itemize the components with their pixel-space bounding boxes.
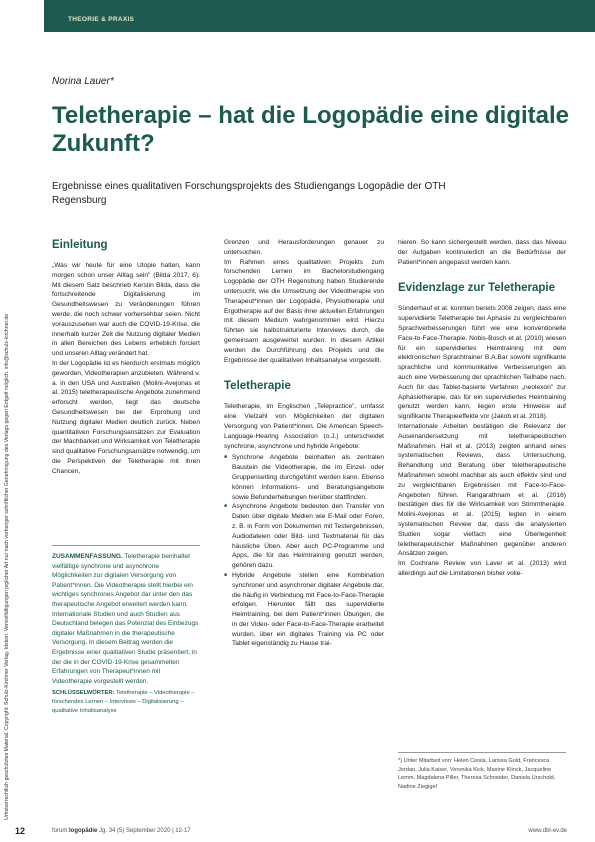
column-3 xyxy=(398,238,566,579)
paragraph: nieren. So kann sichergestellt werden, dass das Niveau der Aufgaben kontinuierlich an die Bedürfnisse der Patient*innen angepasst werden kann. xyxy=(398,239,566,266)
article-title: Teletherapie – hat die Logopädie eine digitale Zukunft? xyxy=(52,102,569,157)
author-name: Norina Lauer* xyxy=(52,76,114,87)
paragraph: Sünderhauf et al. konnten bereits 2008 zeigen, dass eine supervidierte Teletherapie bei Aphasie zu vergleichbaren Sprachverbesserungen führt wie eine konventionelle Face-to-Face-Therapie. Nobis-Bosch et al. (2010) wiesen für ein supervidiertes Heimtraining mit dem elektronischen Sprachtrainer B.A.Bar sowohl signifikante sprachliche und kommunikative Verbesserungen als auch eine Verbesserung der sprachlichen Teilhabe nach. Auch für das Tablet-basierte Verfahren „neolexon" zur Aphasietherapie, das für ein supervidiertes Heimtraining genutzt werden kann, liegen erste Hinweise auf signifikante Therapieeffekte vor (Jakob et al. 2018). xyxy=(398,305,566,421)
footnote: *) Unter Mitarbeit von: Helen Ciesla, Larissa Gold, Francesca Jordan, Julia Kaiser, Veronika Kick, Maxine Klinck, Jacqueline Lemm, Magdalena Piller, Theresa Schneider, Daniela Urschold, Nadine Ziegigel xyxy=(398,752,566,791)
paragraph: Im Rahmen eines qualitativen Projekts zum forschenden Lernen im Bachelorstudiengang Logopädie der OTH Regensburg haben Studierende untersucht, wie die Umsetzung der Videotherapie von Therapeut*innen der Logopädie, Physiotherapie und Ergotherapie auf der Basis ihrer aktuellen Erfahrungen mit diesem Medium wahrgenommen wird. Hierzu führten sie halbstrukturierte Interviews durch, die gemeinsam ausgewertet wurden. In diesem Artikel werden die Durchführung des Projekts und die Ergebnisse der qualitativen Inhaltsanalyse vorgestellt. xyxy=(224,258,384,364)
keywords-label: SCHLÜSSELWÖRTER: xyxy=(52,690,115,697)
paragraph: Internationale Arbeiten bestätigen die Relevanz der Auseinandersetzung mit teletherapeutischen Maßnahmen. Hall et al. (2013) zeigten anhand eines systematischen Reviews, dass Untersuchung, Behandlung und Beratung über teletherapeutische Maßnahmen sowohl machbar als auch effektiv sind und zu vergleichbaren Ergebnissen mit Face-to-Face-Angeboten führen. Rangarathnam et al. (2016) bestätigen dies für die Wirksamkeit von Stimmtherapie. Molini-Avejonas et al. (2015) legten in einem systematischen Review dar, dass die analysierten Studien sogar vielfach eine Überlegenheit teletherapeutischer Maßnahmen gegenüber anderen Ansätzen zeigen. xyxy=(398,422,566,558)
journal-issue: Jg. 34 (5) September 2020 | 12-17 xyxy=(99,828,191,834)
article-subtitle: Ergebnisse eines qualitativen Forschungsprojekts des Studiengangs Logopädie der OTH Regensburg xyxy=(52,181,446,206)
abstract-box xyxy=(52,545,200,716)
journal-name: logopädie xyxy=(69,828,98,834)
abstract-text xyxy=(52,552,200,686)
list-item: ■ Synchrone Angebote beinhalten als zentralen Baustein die Videotherapie, die im Einzel- oder Gruppensetting durchgeführt werden kann. Ebenso können Informations- und Beratungsangebote sowie Befunderhebungen hierüber stattfinden. xyxy=(224,453,384,502)
paragraph: Grenzen und Herausforderungen genauer zu untersuchen. xyxy=(224,239,384,256)
heading-evidenzlage: Evidenzlage zur Teletherapie xyxy=(398,282,556,295)
journal-info xyxy=(52,828,191,834)
abstract-label: ZUSAMMENFASSUNG. xyxy=(52,553,123,560)
paragraph: Im Cochrane Review von Laver et al. (2013) wird allerdings auf die Limitationen bisher volie- xyxy=(398,560,566,577)
bullet-list xyxy=(224,453,384,649)
website-link[interactable]: www.dbl-ev.de xyxy=(528,828,567,834)
paragraph: Teletherapie, im Englischen „Telepractice", umfasst eine Vielzahl von Möglichkeiten der digitalen Versorgung von Patient*innen. Die American Speech-Language-Hearing Association (o.J.) unterscheidet synchrone, asynchrone und hybride Angebote: xyxy=(224,403,384,450)
journal-prefix: forum: xyxy=(52,828,70,834)
column-1 xyxy=(52,238,200,477)
section-label: THEORIE & PRAXIS xyxy=(68,16,135,23)
page-footer xyxy=(0,826,595,842)
abstract-body: Teletherapie beinhaltet vielfältige synchrone und asynchrone Möglichkeiten zur digitalen Versorgung von Patient*innen. Die Videotherapie stellt hierbei ein wichtiges synchrones Angebot dar unter den das therapeutische Angebot erweitert werden kann. Internationale Studien und auch Studien aus Deutschland belegen das Potenzial des Einbezugs digitaler Maßnahmen in die therapeutische Versorgung. In diesem Beitrag werden die Ergebnisse einer qualitativen Studie präsentiert, in der die in der COVID-19-Krise gesammelten Erfahrungen von Therapeut*innen mit Videotherapie vorgestellt werden. xyxy=(52,553,199,685)
keywords xyxy=(52,689,200,715)
heading-teletherapie: Teletherapie xyxy=(224,380,291,393)
list-item: ■ Asynchrone Angebote bedeuten den Transfer von Daten über digitale Medien wie E-Mail oder Foren, z. B. in Form von Dokumenten mit Testergebnissen, Audiodateien oder Bild- und Textmaterial für das häusliche Üben. Aber auch PC-Programme und Apps, die für das Heimtraining genutzt werden, gehören dazu. xyxy=(224,502,384,571)
page-number: 12 xyxy=(15,826,26,836)
heading-einleitung: Einleitung xyxy=(52,239,108,251)
column-2 xyxy=(224,238,384,649)
copyright-sidebar: Urheberrechtlich geschütztes Material. Copyright: Schulz-Kirchner Verlag, Idstein. Vervielfältigungen jeglicher Art nur nach vorheriger schriftlicher Genehmigung des Verlags gegen Entgelt möglich. info@schulz-kirchner.de xyxy=(4,313,10,820)
keywords-list: Teletherapie – Videotherapie – forschendes Lernen – Interviews – Digitalisierung – qualitative Inhaltsanalyse xyxy=(52,690,195,714)
paragraph: „Was wir heute für eine Utopie halten, kann morgen schon unser Alltag sein" (Bilda 2017, 6). Mit diesem Satz beschrieb Kerstin Bilda, dass die fortschreitende Digitalisierung im Gesundheitswesen zu Veränderungen führen werde, die noch schwer vorhersehbar seien. Nicht vorauszusehen war auch die COVID-19-Krise, die innerhalb kurzer Zeit die Nutzung digitaler Medien in allen Bereichen des Lebens erheblich forciert und unseren Alltag verändert hat. xyxy=(52,262,200,358)
list-item: ■ Hybride Angebote stellen eine Kombination synchroner und asynchroner digitaler Angebote dar, die häufig in Verbindung mit Face-to-Face-Therapie erfolgen. Hierunter fällt das supervidierte Heimtraining, bei dem Patient*innen Übungen, die in der Video- oder Face-to-Face-Therapie erarbeitet wurden, über ein digitales Training via PC oder Tablet eigenständig zu Hause trai- xyxy=(224,571,384,649)
paragraph: In der Logopädie ist es hierdurch erstmals möglich geworden, Videotherapien anzubieten. Während v. a. in den USA und Australien (Molini-Avejonas et al. 2015) teletherapeutische Angebote zunehmend erforscht werden, liegt das deutsche Gesundheitswesen bei der Erprobung und Nutzung digitaler Medien deutlich zurück. Neben quantitativen Forschungsansätzen zur Evaluation der Machbarkeit und Wirksamkeit von Teletherapie sind qualitative Forschungsansätze notwendig, um die Perspektiven der Teletherapie mit ihren Chancen, xyxy=(52,359,200,475)
